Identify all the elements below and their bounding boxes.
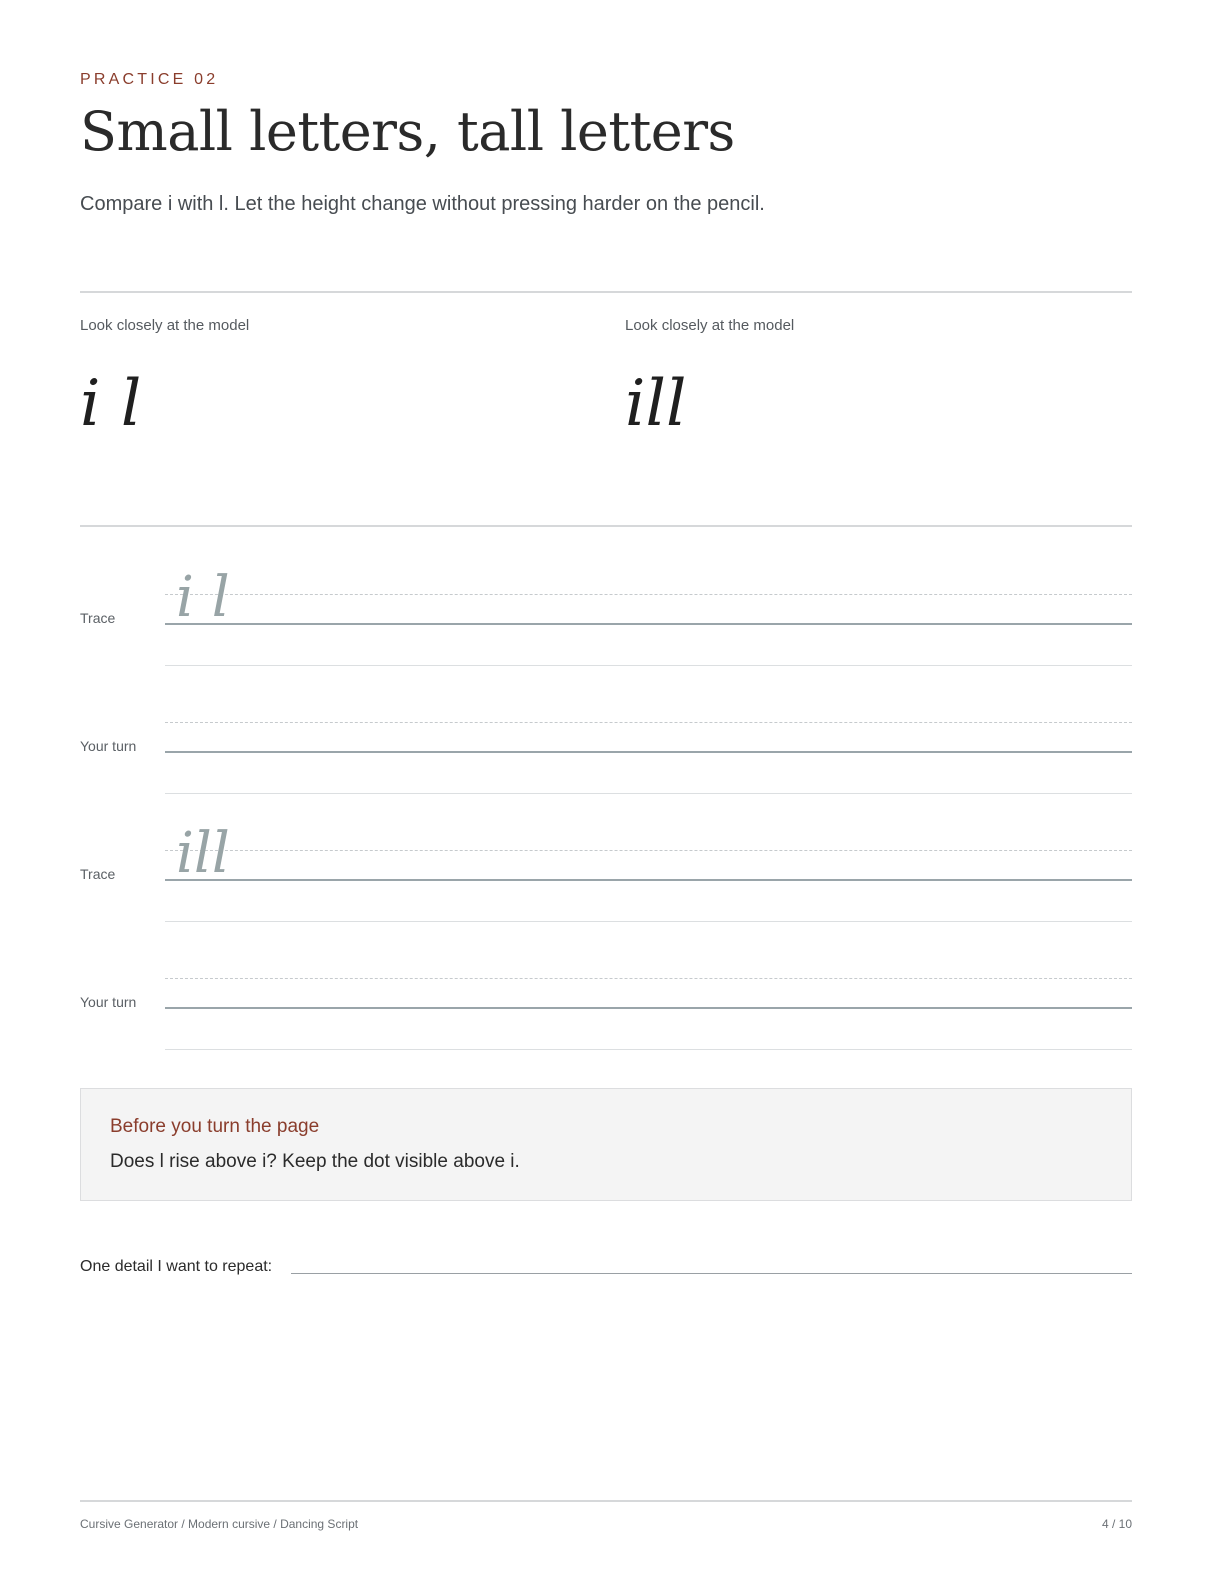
guide-midline (165, 594, 1132, 595)
section-divider-models (80, 525, 1132, 527)
callout-body: Does l rise above i? Keep the dot visible above i. (110, 1151, 520, 1172)
page-instructions: Compare i with l. Let the height change without pressing harder on the pencil. (80, 193, 765, 215)
practice-row-your-turn-2[interactable] (80, 944, 1132, 1054)
model-word-ill: ill (625, 367, 687, 441)
page-title: Small letters, tall letters (80, 100, 735, 163)
worksheet-page (80, 0, 1132, 1584)
row-label: Trace (80, 866, 116, 882)
guide-midline (165, 722, 1132, 723)
guide-baseline (165, 879, 1132, 881)
practice-number: PRACTICE 02 (80, 71, 219, 88)
footer-source: Cursive Generator / Modern cursive / Dancing Script (80, 1517, 359, 1531)
guide-midline (165, 978, 1132, 979)
reflection-answer-line[interactable] (291, 1273, 1132, 1274)
section-divider-top (80, 291, 1132, 293)
row-label: Trace (80, 610, 116, 626)
model-letters-i-l: i l (80, 367, 142, 441)
row-label: Your turn (80, 738, 137, 754)
callout-title: Before you turn the page (110, 1116, 320, 1137)
page-number: 4 / 10 (1101, 1517, 1132, 1531)
guide-baseline (165, 1007, 1132, 1009)
trace-word: ill (176, 821, 230, 886)
reflection-label: One detail I want to repeat: (80, 1258, 273, 1275)
guide-descender-line (165, 793, 1132, 794)
trace-letters: i l (176, 565, 230, 630)
guide-descender-line (165, 921, 1132, 922)
guide-descender-line (165, 1049, 1132, 1050)
footer-divider (80, 1500, 1132, 1502)
checkpoint-callout (80, 1088, 1132, 1201)
row-label: Your turn (80, 994, 137, 1010)
guide-descender-line (165, 665, 1132, 666)
guide-baseline (165, 751, 1132, 753)
practice-row-trace-1 (80, 560, 1132, 670)
guide-midline (165, 850, 1132, 851)
practice-row-trace-2 (80, 816, 1132, 926)
model-label-right: Look closely at the model (625, 317, 795, 334)
model-label-left: Look closely at the model (80, 317, 250, 334)
practice-row-your-turn-1[interactable] (80, 688, 1132, 798)
guide-baseline (165, 623, 1132, 625)
